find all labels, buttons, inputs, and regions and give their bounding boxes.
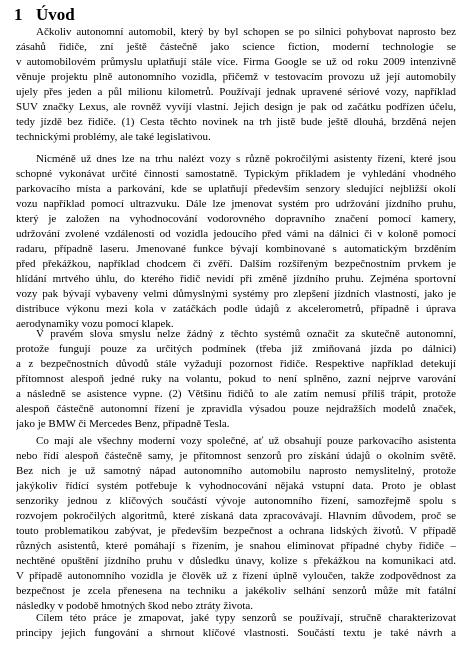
text-line: radaru, případně laseru. Jmenované funkce bývají kombinované s automatickým brzděním — [16, 243, 456, 255]
section-heading — [14, 4, 75, 26]
text-line: věnuje projektu plně autonomního vozidla, přičemž v testovacím provozu už její automobily — [16, 71, 456, 83]
text-line: rozvojem pokročilých algoritmů, které získaná data zpracovávají. Hlavním důvodem, proč se — [16, 510, 456, 522]
text-line: V pravém slova smyslu nelze žádný z těchto systémů označit za skutečně autonomní, — [36, 328, 456, 340]
paragraph — [16, 327, 456, 432]
text-line: alespoň částečně autonomní řízení je zpravidla výsadou pouze nejdražších modelů značek, — [16, 403, 456, 415]
text-line: principy jejich fungování a shrnout klíčové vlastnosti. Součástí textu je také návrh a — [16, 627, 456, 639]
text-line: hlídání mrtvého úhlu, do kterého řidič nevidí při změně jízdního pruhu. Zejména sportovní — [16, 273, 456, 285]
text-line: distribuce výkonu mezi kola v zatáčkách podle údajů z akcelerometrů, případně i úprava — [16, 303, 456, 315]
text-line: přítomnost alespoň jedné ruky na volantu, pokud to není splněno, zazní nejprve varování — [16, 373, 456, 385]
text-line: vozu například pomocí ultrazvuku. Dále lze jmenovat systém pro udržování jízdního pruhu, — [16, 198, 456, 210]
text-line: jako je BMW či Mercedes Benz, případně Tesla. — [16, 418, 230, 430]
text-line: před překážkou, například chodcem či zvěří. Dalším rozšířeným bezpečnostním prvkem je — [16, 258, 456, 270]
text-line: V případě autonomního vozidla je člověk už z řízení úplně vyloučen, takže zodpovědnost za — [16, 570, 456, 582]
text-line: nebo řídí alespoň částečně samy, je přítomnost senzorů pro získání údajů o okolním světě. — [16, 450, 456, 462]
text-line: a následně se asistence vypne. (2) Většinu řidičů to ale zatím nemusí příliš trápit, protože — [16, 388, 456, 400]
text-line: schopné vykonávat určité činnosti samostatně. Typickým příkladem je vyhledání vhodného — [16, 168, 456, 180]
text-line: a z bezpečnostních důvodů stále vyžadují pozornost řidiče. Respektive například detekují — [16, 358, 456, 370]
text-line: touto problematikou zabývat, je především bezpečnost a ochrana lidských životů. V případě — [16, 525, 456, 537]
text-line: SUV značky Lexus, ale rovněž vyvíjí vlastní. Jejich design je pak od začátku podřízen účelu, — [16, 101, 456, 113]
paragraph — [16, 152, 456, 332]
text-line: senzoriky jednou z klíčových součástí vývoje autonomního řízení, samozřejmě spolu s — [16, 495, 456, 507]
text-line: různých asistentů, které pomáhají s řízením, je snahou eliminovat případné chyby řidiče – — [16, 540, 456, 552]
text-line: udržování zvolené vzdálenosti od vozidla jedoucího před vámi na dálnici či v koloně pomocí — [16, 228, 456, 240]
text-line: následky v podobě hmotných škod nebo ztráty života. — [16, 600, 254, 612]
text-line: bezpečnost je zcela přenesena na techniku a jakékoliv selhání senzorů může mít fatální — [16, 585, 456, 597]
text-line: Cílem této práce je zmapovat, jaké typy senzorů se používají, stručně charakterizovat — [36, 612, 456, 624]
section-number: 1 — [14, 5, 23, 24]
text-line: vozy pak bývají vybaveny velmi důmyslnými systémy pro zlepšení jízdních vlastností, jako je — [16, 288, 456, 300]
text-line: parkovacího místa a parkování, kde se uplatňují především senzory sledující nejbližší okolí — [16, 183, 456, 195]
text-line: Co mají ale všechny moderní vozy společné, ať už obsahují pouze parkovacího asistenta — [36, 435, 456, 447]
text-line: Nicméně už dnes lze na trhu nalézt vozy s různě pokročilými asistenty řízení, které jsou — [36, 153, 456, 165]
text-line: aerodynamiky vozu pomocí klapek. — [16, 318, 174, 330]
text-line: který je založen na vyhodnocování vodorovného dopravního značení pomocí kamery, — [16, 213, 456, 225]
paragraph — [16, 611, 456, 641]
paragraph — [16, 434, 456, 614]
text-line: Bez nich je už samotný nápad autonomního automobilu naprosto nemyslitelný, protože — [16, 465, 456, 477]
text-line: Ačkoliv autonomní automobil, který by byl schopen se po silnici pohybovat naprosto bez — [36, 26, 456, 38]
text-line: jakýkoliv řídící systém potřebuje k vyhodnocování nějaká vstupní data. Proto je oblast — [16, 480, 456, 492]
text-line: v automobilovém průmyslu uplatňují stále více. Firma Google se už od roku 2009 intenzivně — [16, 56, 456, 68]
text-line: protože fungují pouze za určitých podmínek (třeba již zmiňovaná jízda po dálnici) — [16, 343, 456, 355]
text-line: tedy jízdě bez řidiče. (1) Cesta těchto novinek na trh jistě bude ještě dlouhá, brzděná nejen — [16, 116, 456, 128]
text-line: technickými problémy, ale také legislativou. — [16, 131, 211, 143]
paragraph — [16, 25, 456, 145]
text-line: nechtěné opuštění jízdního pruhu v důsledku únavy, kolize s překážkou na komunikaci atd. — [16, 555, 456, 567]
section-title: Úvod — [36, 5, 75, 24]
text-line: zásahů řidiče, zní ještě částečně jako science fiction, moderní technologie se — [16, 41, 456, 53]
text-line: ujely přes jeden a půl milionu kilometrů. Používají jednak upravené sériové vozy, například — [16, 86, 456, 98]
